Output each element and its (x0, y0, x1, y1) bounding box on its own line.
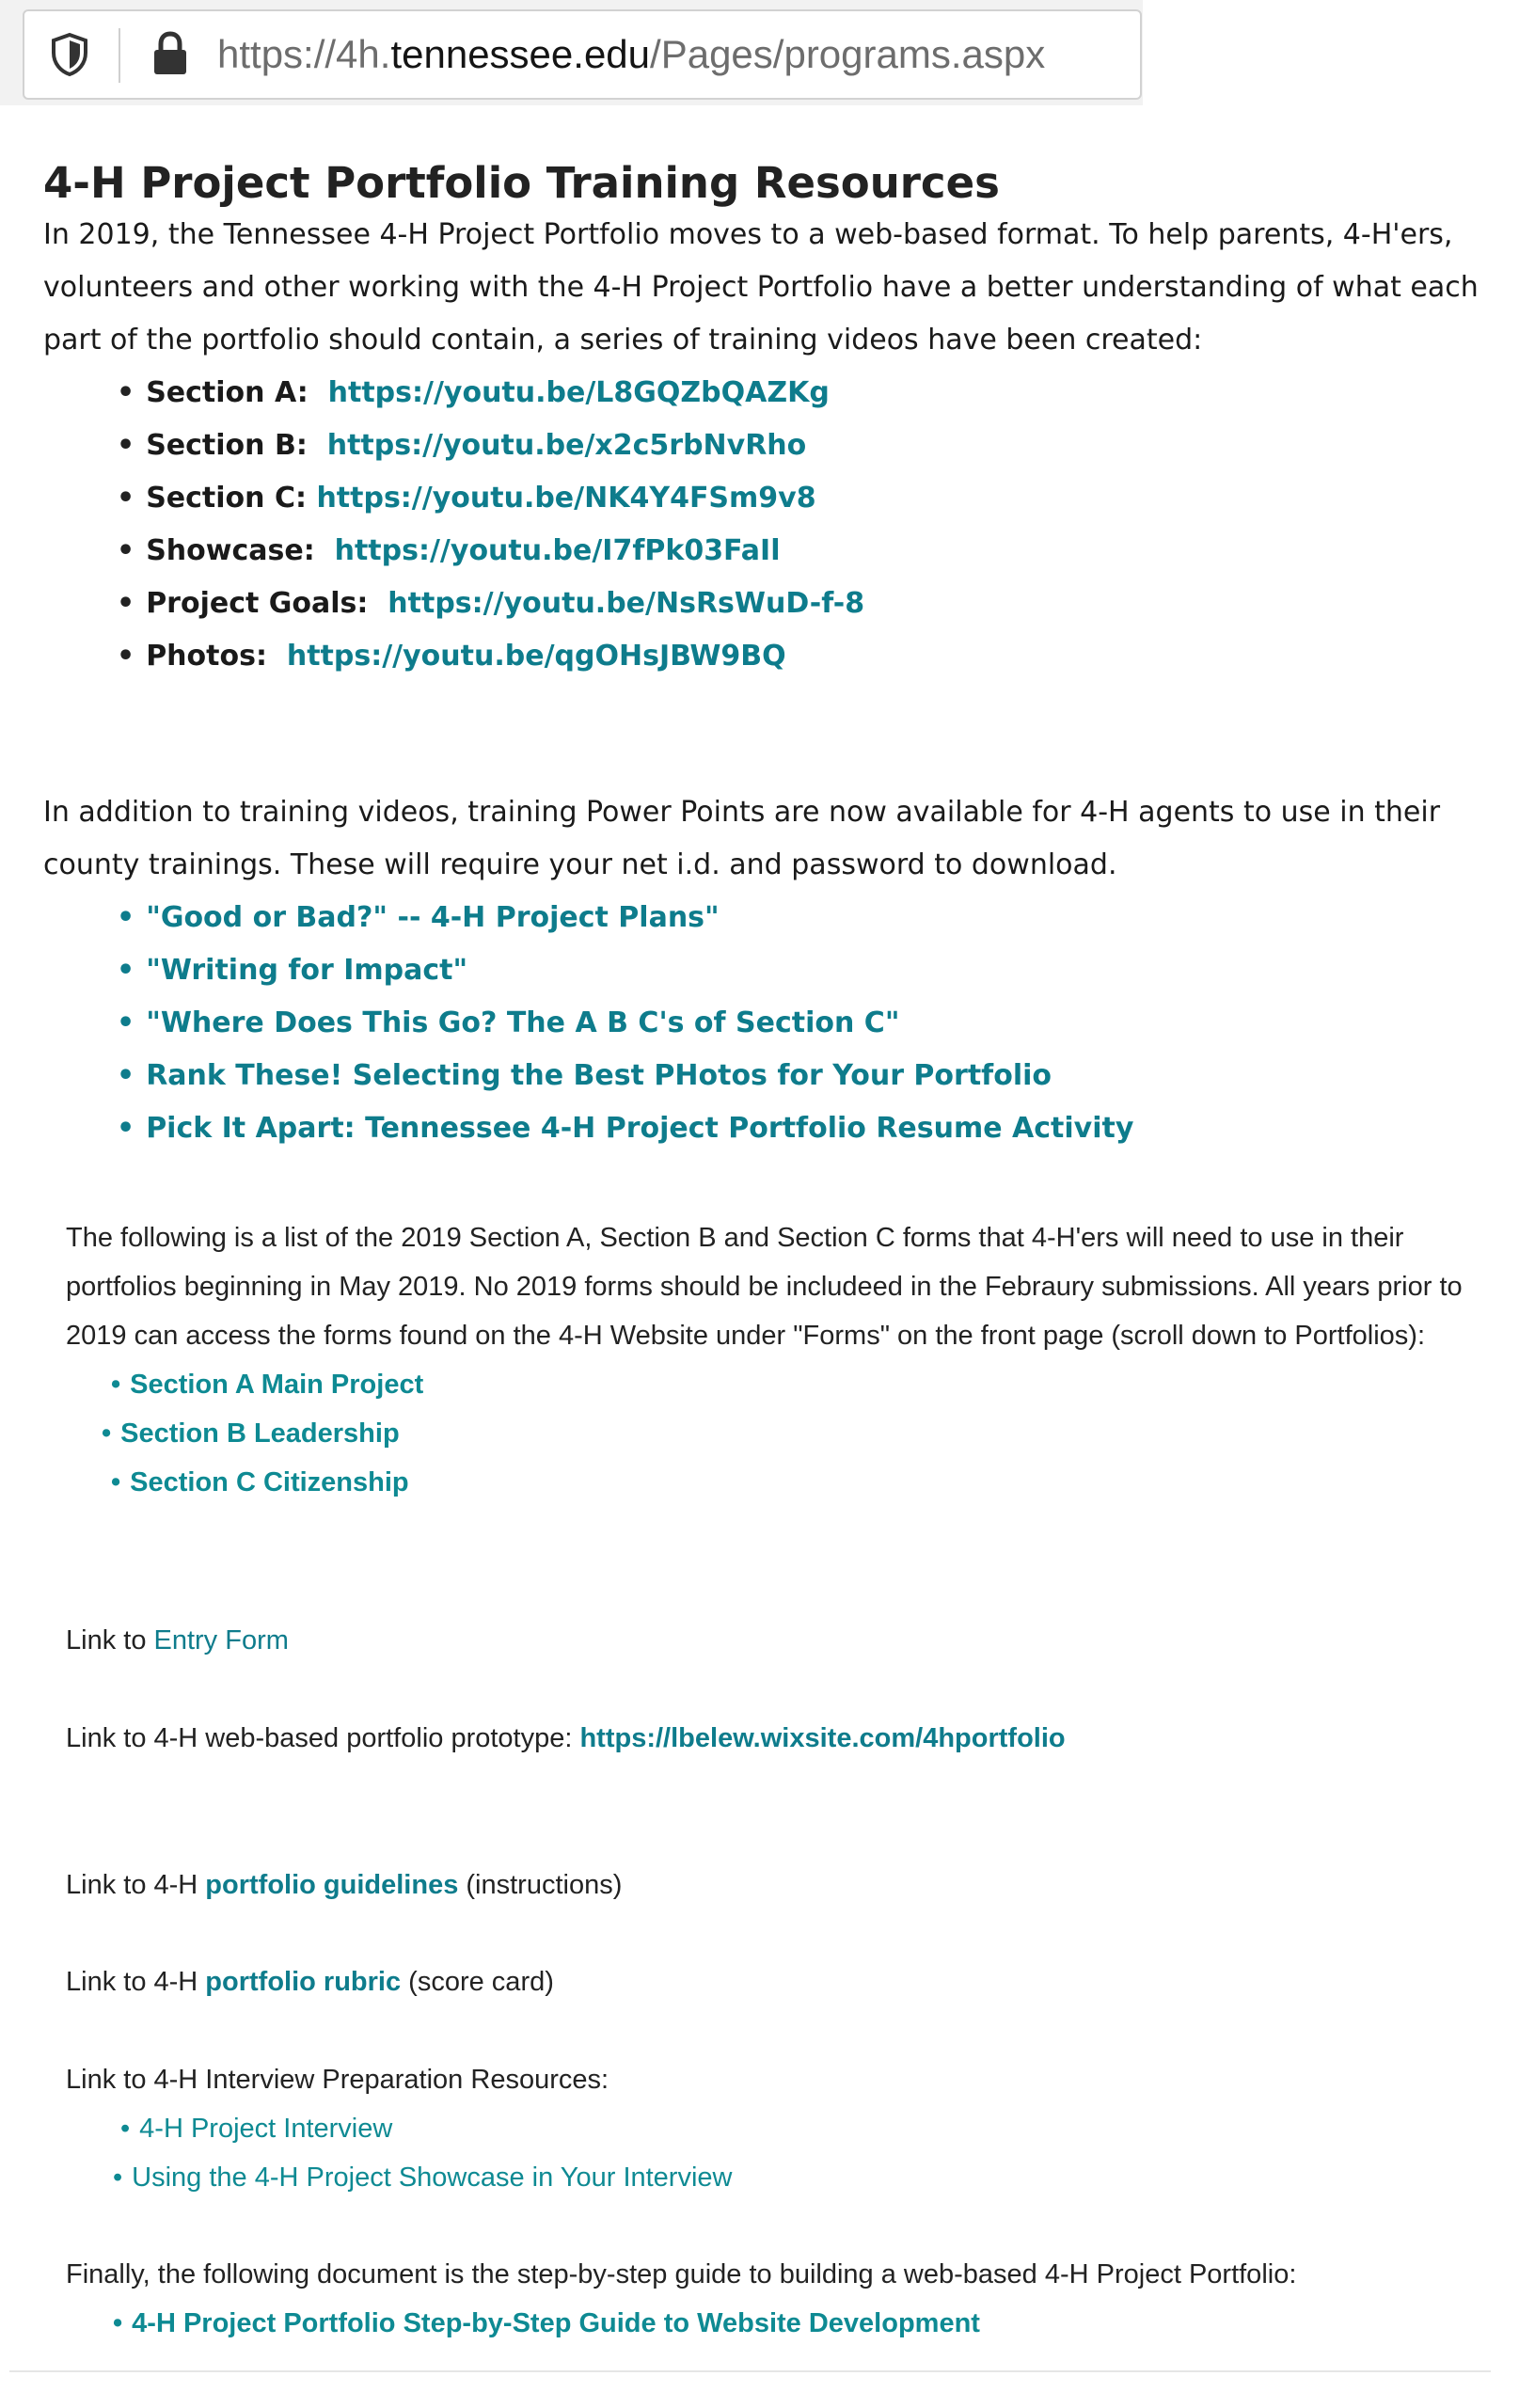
video-label: Project Goals: (146, 587, 369, 620)
entry-form-link[interactable]: Entry Form (153, 1625, 289, 1656)
videos-intro: In 2019, the Tennessee 4-H Project Portfolio moves to a web-based format. To help parents, 4-H'ers, volunteers and other working with the 4-H Project Portfolio have a better understanding of what each part of the portfolio should contain, a series of training videos have been created: (43, 218, 1479, 356)
forms-intro: The following is a list of the 2019 Section A, Section B and Section C forms that 4-H'ers will need to use in their portfolios beginning in May 2019. No 2019 forms should be includeed in the Febraury submissions. All years prior to 2019 can access the forms found on the 4-H Website under "Forms" on the front page (scroll down to Portfolios): (66, 1223, 1463, 1351)
power-points-list (43, 892, 1520, 1155)
list-item (117, 525, 1520, 578)
list-item (117, 420, 1520, 472)
forms-list (66, 1360, 1477, 1507)
address-bar-divider (119, 28, 120, 83)
url-path: /Pages/programs.aspx (650, 32, 1046, 76)
video-link[interactable]: https://youtu.be/NK4Y4FSm9v8 (316, 482, 816, 515)
power-point-link[interactable]: • "Writing for Impact" (117, 944, 1520, 997)
power-point-link[interactable]: • "Good or Bad?" -- 4-H Project Plans" (117, 892, 1520, 944)
power-points-intro: In addition to training videos, training Power Points are now available for 4-H agents to use in their county trainings. These will require your net i.d. and password to download. (43, 796, 1441, 881)
training-videos-section (43, 158, 1520, 683)
video-label: Section C: (146, 482, 307, 515)
final-list (66, 2299, 1383, 2348)
video-label: Photos: (146, 640, 267, 673)
video-link[interactable]: https://youtu.be/NsRsWuD-f-8 (388, 587, 865, 620)
final-text: Finally, the following document is the step-by-step guide to building a web-based 4-H Project Portfolio: (66, 2259, 1297, 2289)
guidelines-line (66, 1861, 622, 1909)
video-link[interactable]: https://youtu.be/qgOHsJBW9BQ (286, 640, 786, 673)
form-link[interactable]: • Section B Leadership (66, 1409, 1477, 1458)
list-item (117, 367, 1520, 420)
url-domain: tennessee.edu (390, 32, 651, 76)
entry-form-prefix: Link to (66, 1625, 154, 1656)
list-item (117, 578, 1520, 630)
prototype-link[interactable]: https://lbelew.wixsite.com/4hportfolio (579, 1723, 1066, 1753)
interview-list (66, 2104, 732, 2202)
video-label: Section B: (146, 429, 308, 462)
guidelines-prefix: Link to 4-H (66, 1870, 206, 1900)
page-title: 4-H Project Portfolio Training Resources (43, 158, 1000, 208)
lock-icon[interactable] (150, 30, 190, 77)
forms-section (66, 1213, 1477, 1507)
video-link[interactable]: https://youtu.be/I7fPk03FaIl (334, 534, 781, 567)
rubric-prefix: Link to 4-H (66, 1967, 206, 1997)
url-prefix: https://4h. (217, 32, 391, 76)
power-point-link[interactable]: • Pick It Apart: Tennessee 4-H Project Portfolio Resume Activity (117, 1102, 1520, 1155)
divider (9, 2370, 1491, 2372)
list-item (117, 630, 1520, 683)
interview-link[interactable]: • Using the 4-H Project Showcase in Your Interview (66, 2153, 732, 2202)
video-label: Section A: (146, 376, 309, 409)
guidelines-suffix: (instructions) (458, 1870, 623, 1900)
rubric-link[interactable]: portfolio rubric (205, 1967, 402, 1997)
prototype-prefix: Link to 4-H web-based portfolio prototype: (66, 1723, 580, 1753)
list-item (117, 472, 1520, 525)
url-text[interactable] (217, 30, 1045, 79)
interview-heading: Link to 4-H Interview Preparation Resources: (66, 2065, 609, 2095)
power-point-link[interactable]: • "Where Does This Go? The A B C's of Section C" (117, 997, 1520, 1050)
video-label: Showcase: (146, 534, 315, 567)
form-link[interactable]: • Section C Citizenship (66, 1458, 1477, 1507)
form-link[interactable]: • Section A Main Project (66, 1360, 1477, 1409)
video-list (43, 367, 1520, 683)
prototype-line (66, 1714, 1066, 1763)
video-link[interactable]: https://youtu.be/x2c5rbNvRho (326, 429, 807, 462)
final-section (66, 2250, 1383, 2348)
rubric-line (66, 1957, 554, 2006)
guidelines-link[interactable]: portfolio guidelines (205, 1870, 459, 1900)
address-bar[interactable] (23, 9, 1142, 100)
video-link[interactable]: https://youtu.be/L8GQZbQAZKg (327, 376, 830, 409)
browser-toolbar (0, 0, 1143, 105)
entry-form-line (66, 1616, 289, 1665)
tracking-protection-shield-icon[interactable] (49, 32, 90, 77)
power-point-link[interactable]: • Rank These! Selecting the Best PHotos for Your Portfolio (117, 1050, 1520, 1102)
power-points-section (43, 786, 1520, 1155)
guide-link[interactable]: • 4-H Project Portfolio Step-by-Step Guide to Website Development (66, 2299, 1383, 2348)
interview-section (66, 2055, 732, 2202)
interview-link[interactable]: • 4-H Project Interview (66, 2104, 732, 2153)
rubric-suffix: (score card) (401, 1967, 554, 1997)
